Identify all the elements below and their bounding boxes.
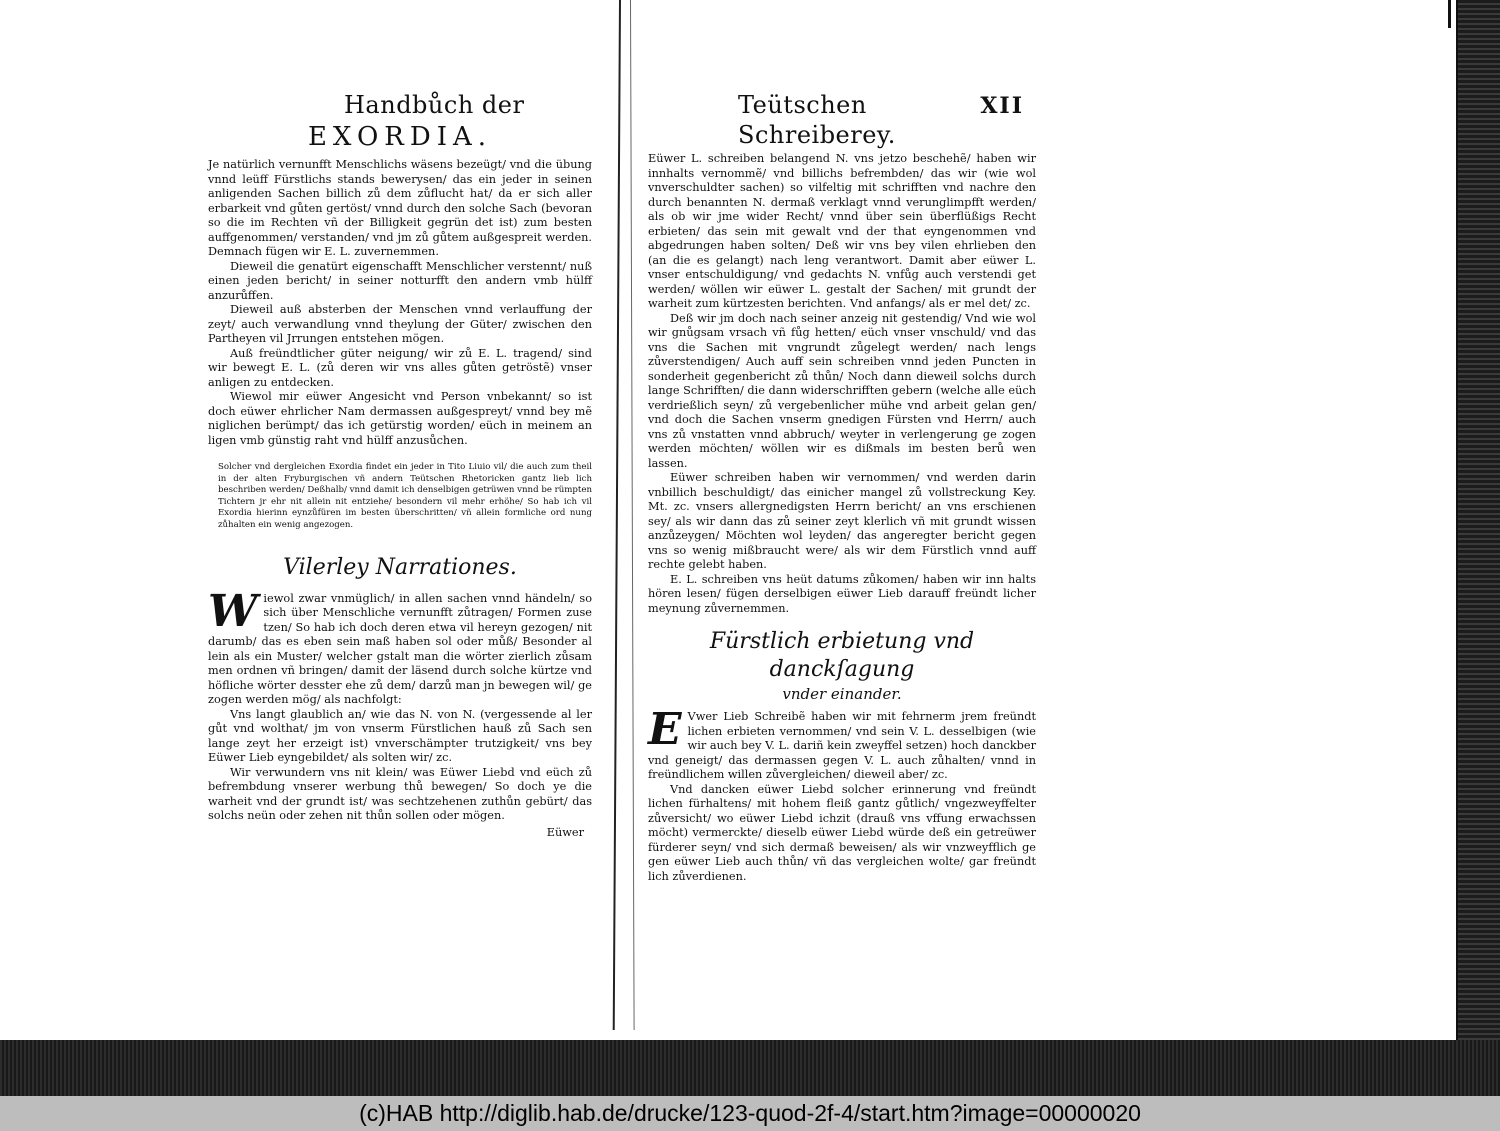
scan-border-bottom <box>0 1040 1500 1096</box>
left-running-head: Handbůch der <box>344 91 525 119</box>
footer-bar <box>0 1096 1500 1131</box>
narrationes-first-paragraph <box>208 585 592 708</box>
book-gutter-shadow <box>630 0 635 1030</box>
right-paragraph: Eüwer schreiben haben wir vernommen/ vnd werden darin vnbillich beschuldigt/ das einicher mangel zů vollstreckung Key. Mt. zc. vnsers allergnedigsten Herrn bericht/ an vns erschienen sey/ als wir dann das zů seiner zeyt klerlich vñ mit grundt wissen anzůzeygen/ Möchten wol leyden/ das angeregter bericht gegen vns so wenig mißbraucht were/ als wir dem Fürstlich vnnd auff rechte gelebt haben. <box>648 471 1036 571</box>
left-paragraph: Dieweil auß absterben der Menschen vnnd verlauffung der zeyt/ auch verwandlung vnnd theylung der Güter/ zwischen den Partheyen vil Jrrungen entstehen mögen. <box>208 303 592 345</box>
exordia-note: Solcher vnd dergleichen Exordia findet ein jeder in Tito Liuio vil/ die auch zum theil in der alten Fryburgischen vñ andern Teütschen Rhetoricken gantz lieb lich beschriben werden/ Deßhalb/ vnnd damit ich denselbigen getrüwen vnnd be rümpten Tichtern jr ehr nit allein nit entziehe/ besondern vil mehr erhöhe/ So hab ich vil Exordia hierinn eynzůfüren im besten überschritten/ vñ allein formliche ord nung zůhalten ein wenig angezogen. <box>218 462 593 530</box>
danksagung-text: Vwer Lieb Schreibẽ haben wir mit fehrnerm jrem freündt lichen erbieten vernommen/ vnd sein V. L. desselbigen (wie wir auch bey V. L. dariñ kein zweyffel setzen) hoch danckber vnd geneigt/ das dermassen gegen V. L. auch zůhalten/ vnnd in freündlichem willen zůvergleichen/ dieweil aber/ zc. <box>648 710 1036 781</box>
danksagung-paragraph: Vnd dancken eüwer Liebd solcher erinnerung vnd freündt lichen fürhaltens/ mit hohem fleiß gantz gůtlich/ vngezweyffelter zůversicht/ wo eüwer Liebd ichzit (drauß vns vffung erwachssen möcht) vermerckte/ dieselb eüwer Liebd würde deß ein getreüwer fürderer seyn/ vnd sich dermaß beweisen/ als wir vnzweyfflich ge gen eüwer Lieb auch thůn/ vñ das vergleichen wolte/ gar freündt lich zůverdienen. <box>648 782 1036 883</box>
scan-border-right <box>1456 0 1500 1050</box>
narrationes-heading: Vilerley Narrationes. <box>283 554 517 580</box>
drop-capital: E <box>648 704 682 755</box>
left-page <box>208 90 592 840</box>
danksagung-heading: Fürstlich erbietung vnd danckſagung <box>709 629 975 682</box>
left-paragraph: Je natürlich vernunfft Menschlichs wäsens bezeügt/ vnd die übung vnnd leüff Fürstlichs stands bewerysen/ das ein jeder in seinen anligenden Sachen billich zů dem zůflucht hat/ da er sich aller erbarkeit vnd gůten gertöst/ vnnd durch den solche Sach (bevoran so die im Rechten vñ der Billigkeit gegrün det ist) zum besten auffgenommen/ verstanden/ vnd jm zů gůtem außgespreit werden. Demnach fügen wir E. L. zuvernemmen. <box>208 158 592 258</box>
right-paragraph: Deß wir jm doch nach seiner anzeig nit gestendig/ Vnd wie wol wir gnůgsam vrsach vñ fůg hetten/ eüch vnser vnschuld/ vnd das vns die Sachen mit vngrundt zůgelegt werden/ nach lengs zůverstendigen/ Auch auff sein schreiben vnnd jeden Puncten in sonderheit gegenbericht zů thůn/ Noch dann dieweil solchs durch lange Schrifften/ die dann widerschrifften gebern (welche alle eüch verdrießlich seyn/ zů vergebenlicher mühe vnd arbeit gelan gen/ vnd doch die Sachen vnserm gnedigen Fürsten vnd Herrn/ auch vns zů vnstatten vnnd abbruch/ weyter in verlengerung ge zogen werden möchten/ wöllen wir es dißmals im besten berů wen lassen. <box>648 311 1036 470</box>
scan-edge-mark <box>1448 0 1451 28</box>
narrationes-paragraph: Vns langt glaublich an/ wie das N. von N. (vergessende al ler gůt vnd wolthat/ jm von vnserm Fürstlichen hauß zů Sach sen lange zeyt her erzeigt ist) vnverschämpter trutzigkeit/ vns bey Eüwer Lieb eyngebildet/ als solten wir/ zc. <box>208 707 592 765</box>
right-page <box>648 90 1036 884</box>
book-gutter <box>613 0 621 1030</box>
narrationes-text: iewol zwar vnmüglich/ in allen sachen vnnd händeln/ so sich über Menschliche vernunfft zůtragen/ Formen zuse tzen/ So hab ich doch deren etwa vil hereyn gezogen/ nit darumb/ das es eben sein maß haben sol oder můß/ Besonder al lein als ein Muster/ welcher gstalt man die wörter zierlich zůsam men ordnen vñ bringen/ damit der läsend durch solche kürtze vnd höfliche wörter desster ehe zů dem/ darzů man jn bewegen wil/ ge zogen werden mög/ als nachfolgt: <box>208 591 592 707</box>
copyright-url: (c)HAB http://diglib.hab.de/drucke/123-quod-2f-4/start.htm?image=00000020 <box>359 1100 1141 1126</box>
exordia-title: EXORDIA. <box>307 122 493 152</box>
right-paragraph: Eüwer L. schreiben belangend N. vns jetzo beschehẽ/ haben wir innhalts vernommẽ/ vnd billichs befrembden/ das wir (wie wol vnverschuldter sachen) so vilfeltig mit schrifften vnd nachre den durch benannten N. dermaß verklagt vnnd verunglimpfft werden/ als ob wir jme wider Recht/ vnnd über sein überflüßigs Recht erbieten/ das sein mit gewalt vnd der that eyngenommen vnd abgedrungen haben solten/ Deß wir vns bey vilen ehrlieben den (an die es gelangt) nach leng verantwort. Damit aber eüwer L. vnser entschuldigung/ vnd gedachts N. vnfůg auch verstendi get werden/ wöllen wir eüwer L. gestalt der Sachen/ mit grundt der warheit zum kürtzesten berichten. Vnd anfangs/ als er mel det/ zc. <box>648 152 1036 310</box>
right-paragraph: E. L. schreiben vns heüt datums zůkomen/ haben wir inn halts hören lesen/ fügen derselbigen eüwer Lieb darauff freündt licher meynung zůvernemmen. <box>648 572 1036 615</box>
narrationes-paragraph: Wir verwundern vns nit klein/ was Eüwer Liebd vnd eüch zů befrembdung vnserer werbung thů bewegen/ So doch ye die warheit vnd der grundt ist/ was sechtzehenen zuthůn gebürt/ das solchs neün oder zehen nit thůn sollen oder mögen. <box>208 765 592 823</box>
danksagung-first-paragraph <box>648 704 1036 783</box>
left-paragraph: Wiewol mir eüwer Angesicht vnd Person vnbekannt/ so ist doch eüwer ehrlicher Nam dermassen außgespreyt/ vnnd bey mẽ niglichen berümpt/ das ich getürstig worden/ eüch in meinem an ligen vmb günstig raht vnd hülff anzusůchen. <box>208 390 592 447</box>
left-paragraph: Dieweil die genatürt eigenschafft Menschlicher verstennt/ nuß einen jeden bericht/ in seiner notturfft den andern vmb hülff anzurůffen. <box>208 259 592 302</box>
danksagung-subheading: vnder einander. <box>782 685 902 703</box>
folio-number: XII <box>980 93 1024 119</box>
right-running-head <box>648 90 1036 150</box>
drop-capital: W <box>208 585 258 637</box>
left-paragraph: Auß freündtlicher güter neigung/ wir zů E. L. tragend/ sind wir bewegt E. L. (zů deren wir vns alles gůten getröstẽ) vnser anligen zu entdecken. <box>208 346 592 389</box>
right-running-head-text: Teütschen Schreiberey. <box>738 91 896 149</box>
catchword: Eüwer <box>546 825 584 839</box>
